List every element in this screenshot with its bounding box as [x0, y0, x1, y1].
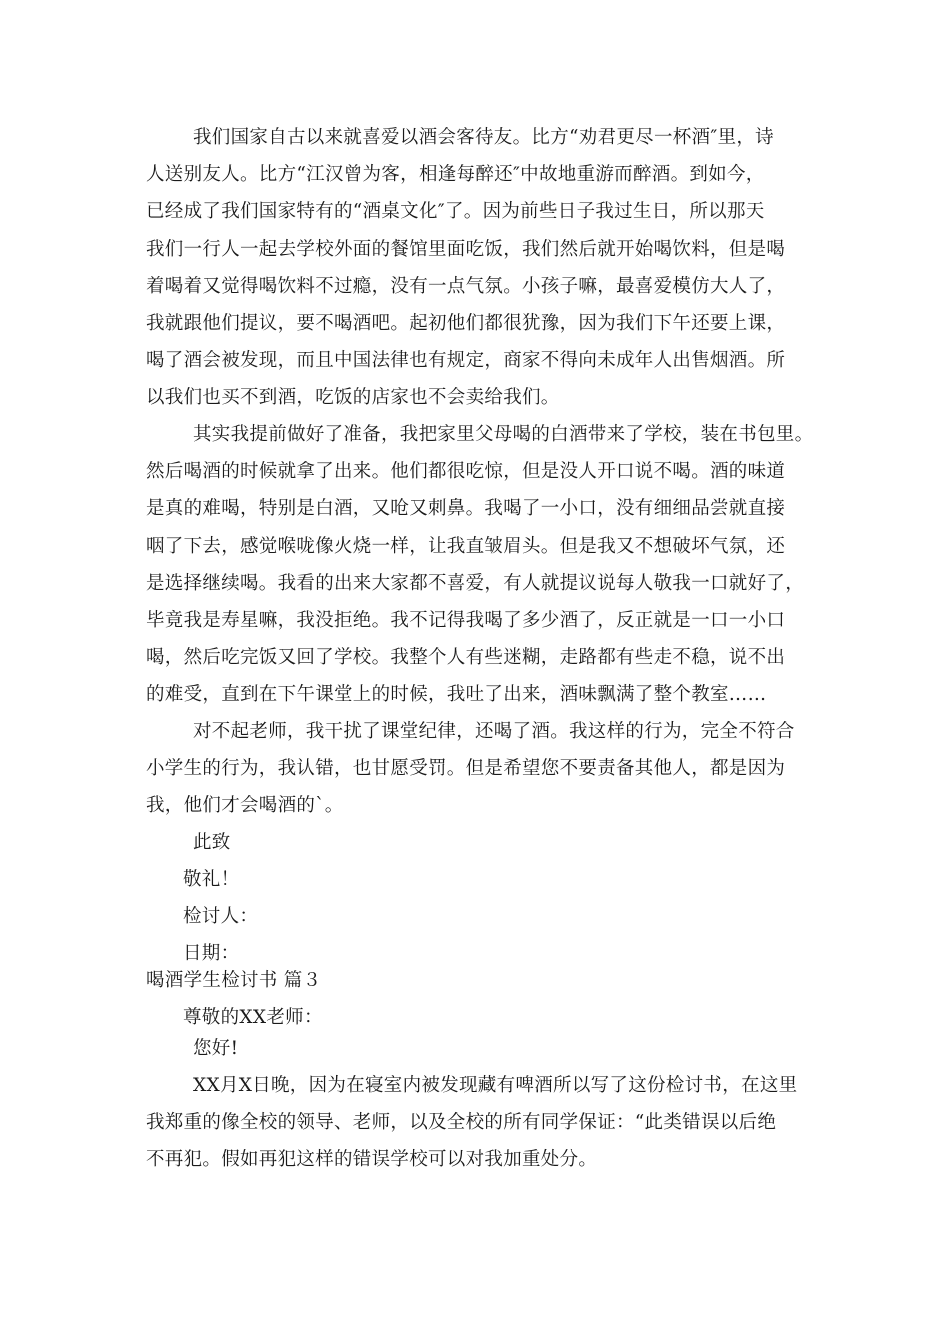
- letter-greeting: 您好!: [193, 1038, 239, 1059]
- paragraph-2-line-8: 的难受，直到在下午课堂上的时候，我吐了出来，酒味飘满了整个教室……: [146, 684, 767, 705]
- paragraph-4-line-3: 不再犯。假如再犯这样的错误学校可以对我加重处分。: [146, 1149, 598, 1170]
- paragraph-3-line-1: 对不起老师，我干扰了课堂纪律，还喝了酒。我这样的行为，完全不符合: [193, 721, 795, 742]
- paragraph-1-line-3: 已经成了我们国家特有的“酒桌文化″了。因为前些日子我过生日，所以那天: [146, 201, 765, 222]
- paragraph-1-line-8: 以我们也买不到酒，吃饭的店家也不会卖给我们。: [146, 387, 560, 408]
- paragraph-3-line-2: 小学生的行为，我认错，也甘愿受罚。但是希望您不要责备其他人，都是因为: [146, 758, 786, 779]
- paragraph-2-line-5: 是选择继续喝。我看的出来大家都不喜爱，有人就提议说每人敬我一口就好了，: [146, 573, 805, 594]
- paragraph-4-line-1: XX月X日晚，因为在寝室内被发现藏有啤酒所以写了这份检讨书，在这里: [193, 1075, 798, 1096]
- paragraph-3-line-3: 我，他们才会喝酒的`。: [146, 795, 344, 816]
- closing-regards: 敬礼！: [183, 869, 240, 890]
- paragraph-2-line-2: 然后喝酒的时候就拿了出来。他们都很吃惊，但是没人开口说不喝。酒的味道: [146, 461, 786, 482]
- closing-salutation: 此致: [193, 832, 231, 853]
- paragraph-2-line-1: 其实我提前做好了准备，我把家里父母喝的白酒带来了学校，装在书包里。: [193, 424, 814, 445]
- paragraph-2-line-7: 喝，然后吃完饭又回了学校。我整个人有些迷糊，走路都有些走不稳，说不出: [146, 647, 786, 668]
- paragraph-1-line-4: 我们一行人一起去学校外面的餐馆里面吃饭，我们然后就开始喝饮料，但是喝: [146, 239, 786, 260]
- paragraph-1-line-1: 我们国家自古以来就喜爱以酒会客待友。比方“劝君更尽一杯酒″里，诗: [193, 127, 774, 148]
- paragraph-1-line-7: 喝了酒会被发现，而且中国法律也有规定，商家不得向未成年人出售烟酒。所: [146, 350, 786, 371]
- date-label: 日期：: [183, 943, 240, 964]
- paragraph-1-line-5: 着喝着又觉得喝饮料不过瘾，没有一点气氛。小孩子嘛，最喜爱模仿大人了，: [146, 276, 786, 297]
- section-heading: 喝酒学生检讨书 篇３: [146, 970, 322, 991]
- paragraph-2-line-3: 是真的难喝，特别是白酒，又呛又刺鼻。我喝了一小口，没有细细品尝就直接: [146, 498, 786, 519]
- paragraph-2-line-6: 毕竟我是寿星嘛，我没拒绝。我不记得我喝了多少酒了，反正就是一口一小口: [146, 610, 786, 631]
- paragraph-2-line-4: 咽了下去，感觉喉咙像火烧一样，让我直皱眉头。但是我又不想破坏气氛，还: [146, 536, 786, 557]
- signature-label: 检讨人：: [183, 906, 259, 927]
- paragraph-1-line-2: 人送别友人。比方“江汉曾为客，相逢每醉还″中故地重游而醉酒。到如今，: [146, 164, 765, 185]
- paragraph-4-line-2: 我郑重的像全校的领导、老师，以及全校的所有同学保证：“此类错误以后绝: [146, 1112, 777, 1133]
- letter-salutation: 尊敬的XX老师：: [183, 1007, 323, 1028]
- paragraph-1-line-6: 我就跟他们提议，要不喝酒吧。起初他们都很犹豫，因为我们下午还要上课，: [146, 313, 786, 334]
